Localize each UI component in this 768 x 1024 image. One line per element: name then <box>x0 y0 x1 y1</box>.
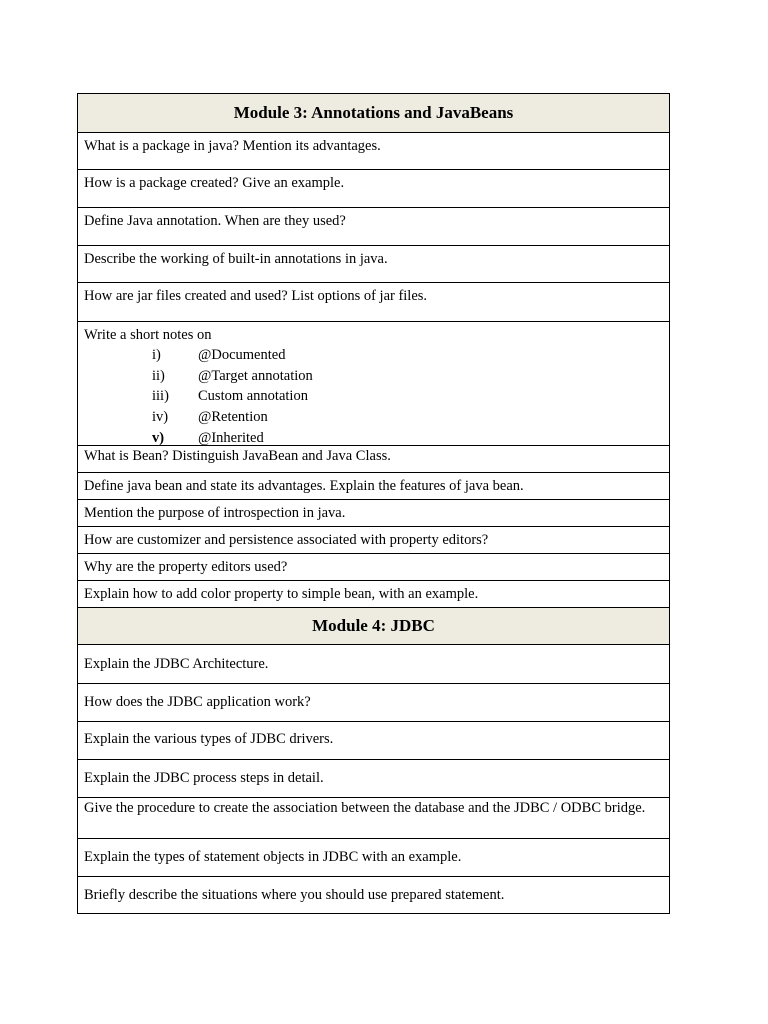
question-row-short-notes: Write a short notes on i) @Documented ii) @Target annotation iii) Custom annotation iv) @Retention v) @Inherited <box>77 321 670 445</box>
question-row: Explain the JDBC Architecture. <box>77 644 670 683</box>
question-row: Briefly describe the situations where you should use prepared statement. <box>77 876 670 914</box>
question-row: Why are the property editors used? <box>77 553 670 580</box>
question-row: Explain the types of statement objects in JDBC with an example. <box>77 838 670 876</box>
list-item: v) @Inherited <box>152 429 264 446</box>
module-4-header <box>77 607 670 644</box>
short-notes-list <box>84 345 663 448</box>
question-row: How does the JDBC application work? <box>77 683 670 721</box>
question-row: Explain how to add color property to simple bean, with an example. <box>77 580 670 607</box>
module-title: Module 4: JDBC <box>312 616 435 635</box>
question-row: How are customizer and persistence associated with property editors? <box>77 526 670 553</box>
question-row: How is a package created? Give an example. <box>77 169 670 207</box>
question-row: Define java bean and state its advantages. Explain the features of java bean. <box>77 472 670 499</box>
question-row: What is Bean? Distinguish JavaBean and Java Class. <box>77 445 670 472</box>
module-3-header <box>77 93 670 132</box>
list-item: iv) @Retention <box>152 409 268 426</box>
question-row: What is a package in java? Mention its advantages. <box>77 132 670 169</box>
question-table <box>77 93 670 914</box>
question-row: Mention the purpose of introspection in java. <box>77 499 670 526</box>
question-row: Explain the JDBC process steps in detail. <box>77 759 670 797</box>
list-item: ii) @Target annotation <box>152 367 313 384</box>
question-row: Describe the working of built-in annotations in java. <box>77 245 670 282</box>
question-row: How are jar files created and used? List options of jar files. <box>77 282 670 321</box>
question-row: Explain the various types of JDBC drivers. <box>77 721 670 759</box>
list-item: iii) Custom annotation <box>152 388 308 405</box>
list-item: i) @Documented <box>152 347 286 364</box>
module-title: Module 3: Annotations and JavaBeans <box>233 103 514 122</box>
question-row: Define Java annotation. When are they used? <box>77 207 670 245</box>
question-row: Give the procedure to create the association between the database and the JDBC / ODBC bridge. <box>77 797 670 838</box>
